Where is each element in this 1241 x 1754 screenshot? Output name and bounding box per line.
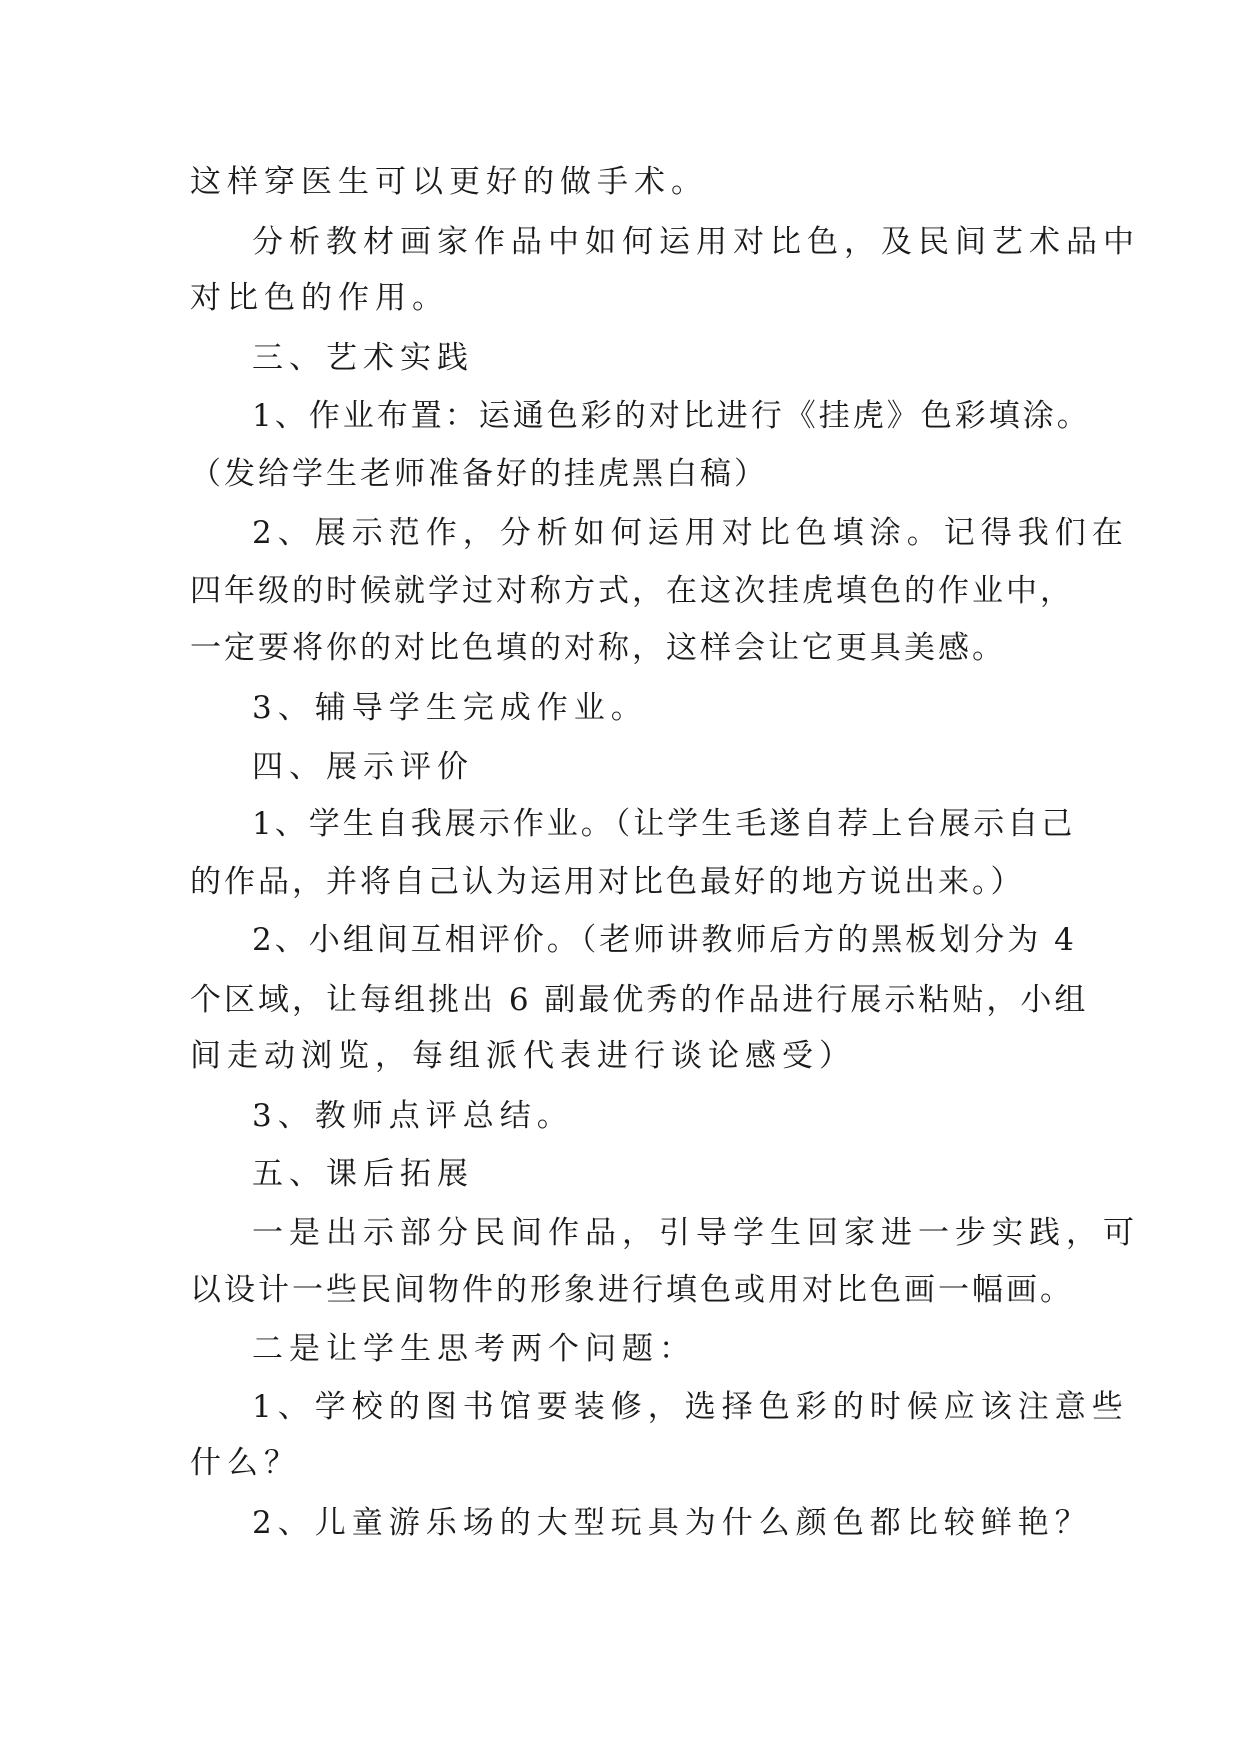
text-line-17: 3、教师点评总结。 — [252, 1098, 574, 1134]
section-heading-after-class: 五、课后拓展 — [252, 1156, 474, 1192]
text-line-10: 3、辅导学生完成作业。 — [252, 690, 648, 726]
text-line-8: 四年级的时候就学过对称方式，在这次挂虎填色的作业中， — [190, 573, 1074, 609]
text-line-7: 2、展示范作，分析如何运用对比色填涂。记得我们在 — [252, 515, 1129, 551]
text-line-1: 这样穿医生可以更好的做手术。 — [190, 164, 708, 200]
text-line-14: 2、小组间互相评价。（老师讲教师后方的黑板划分为 4 — [252, 922, 1077, 958]
text-line-23: 什么？ — [190, 1445, 301, 1481]
text-line-24: 2、儿童游乐场的大型玩具为什么颜色都比较鲜艳？ — [252, 1505, 1092, 1541]
text-line-5: 1、作业布置：运通色彩的对比进行《挂虎》色彩填涂。 — [252, 398, 1091, 434]
text-line-3: 对比色的作用。 — [190, 280, 449, 316]
text-line-9: 一定要将你的对比色填的对称，这样会让它更具美感。 — [190, 630, 1006, 666]
text-line-19: 一是出示部分民间作品，引导学生回家进一步实践，可 — [252, 1215, 1140, 1251]
section-heading-display-evaluation: 四、展示评价 — [252, 749, 474, 785]
text-line-15: 个区域，让每组挑出 6 副最优秀的作品进行展示粘贴，小组 — [190, 982, 1089, 1018]
text-line-16: 间走动浏览，每组派代表进行谈论感受） — [190, 1038, 856, 1074]
text-line-13: 的作品，并将自己认为运用对比色最好的地方说出来。） — [190, 864, 1025, 900]
text-line-6: （发给学生老师准备好的挂虎黑白稿） — [190, 456, 768, 492]
text-line-2: 分析教材画家作品中如何运用对比色，及民间艺术品中 — [252, 224, 1140, 260]
section-heading-art-practice: 三、艺术实践 — [252, 340, 474, 376]
text-line-20: 以设计一些民间物件的形象进行填色或用对比色画一幅画。 — [190, 1272, 1074, 1308]
text-line-12: 1、学生自我展示作业。（让学生毛遂自荐上台展示自己 — [252, 806, 1076, 842]
text-line-22: 1、学校的图书馆要装修，选择色彩的时候应该注意些 — [252, 1389, 1129, 1425]
text-line-21: 二是让学生思考两个问题： — [252, 1331, 696, 1367]
